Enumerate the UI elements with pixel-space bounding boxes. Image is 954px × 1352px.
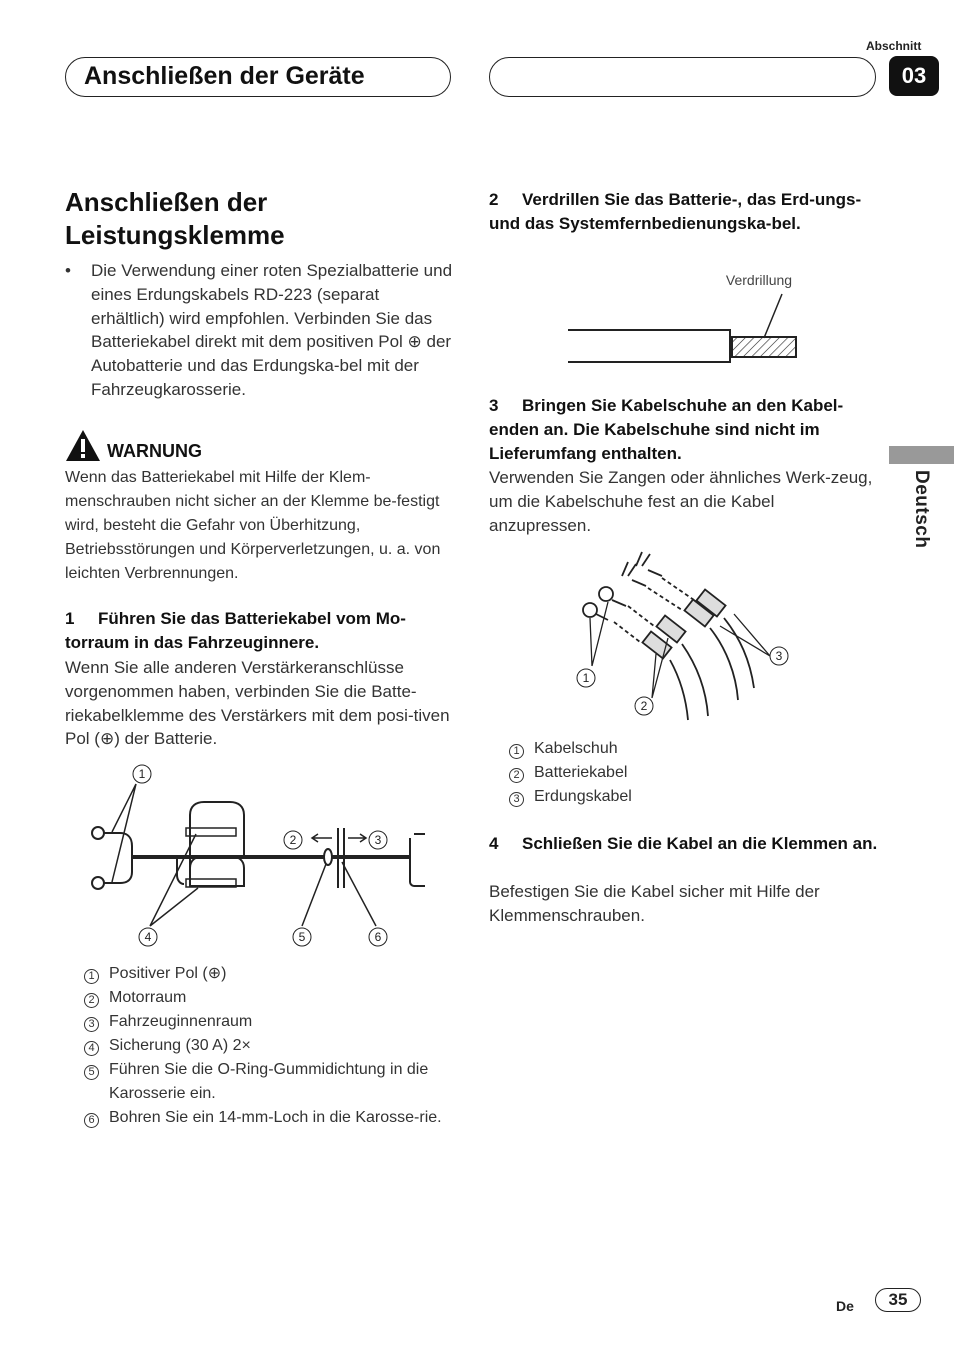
- step-1-title: Führen Sie das Batteriekabel vom Mo-torraum in das Fahrzeuginnere.: [65, 609, 406, 652]
- ring-lug-1: [583, 603, 597, 617]
- legend-number: 6: [84, 1113, 99, 1128]
- step-3-body: Verwenden Sie Zangen oder ähnliches Werk-zeug, um die Kabelschuhe fest an die Kabel anzupressen.: [489, 468, 873, 535]
- legend-number: 2: [509, 768, 524, 783]
- legend-text: Batteriekabel: [534, 764, 628, 781]
- legend-figure-3: [509, 737, 849, 809]
- battery-terminal-bottom: [92, 877, 104, 889]
- twisted-cable-diagram: [560, 268, 810, 368]
- legend-text: Sicherung (30 A) 2×: [109, 1037, 251, 1054]
- twisted-wire-end: [732, 337, 796, 357]
- step-3-heading: [489, 394, 874, 466]
- legend-item: [84, 1034, 454, 1058]
- legend-text: Bohren Sie ein 14-mm-Loch in die Karosse-rie.: [109, 1109, 442, 1126]
- section-number-badge: 03: [889, 56, 939, 96]
- legend-number: 1: [84, 969, 99, 984]
- legend-number: 5: [84, 1065, 99, 1080]
- cable-lug-diagram: [570, 548, 810, 728]
- legend-item: [509, 761, 849, 785]
- legend-text: Erdungskabel: [534, 788, 632, 805]
- cable-callout-1-label: 1: [582, 671, 590, 685]
- legend-item: [84, 1058, 454, 1106]
- legend-text: Fahrzeuginnenraum: [109, 1013, 253, 1030]
- warning-heading: [65, 428, 202, 462]
- intro-bullet: • Die Verwendung einer roten Spezialbatterie und eines Erdungskabels RD-223 (separat erhältlich) wird empfohlen. Verbinden Sie das Batteriekabel direkt mit dem positiven Pol ⊕ der Autobatterie und das Erdungska-bel mit der Fahrzeugkarosserie.: [65, 259, 453, 402]
- callout-1-label: 1: [138, 767, 146, 781]
- warning-triangle-icon: [65, 429, 101, 462]
- header-empty-frame: [489, 57, 876, 97]
- cable-callout-3-label: 3: [775, 649, 783, 663]
- legend-figure-1: [84, 962, 454, 1130]
- fork-lug-1: [622, 562, 636, 576]
- header-title: Anschließen der Geräte: [84, 62, 365, 90]
- step-4-body: Befestigen Sie die Kabel sicher mit Hilfe der Klemmenschrauben.: [489, 882, 820, 925]
- step-1-number: 1: [65, 609, 75, 628]
- step-4-heading: [489, 832, 884, 856]
- legend-item: [509, 785, 849, 809]
- legend-text: Positiver Pol (⊕): [109, 965, 227, 982]
- legend-number: 1: [509, 744, 524, 759]
- legend-number: 2: [84, 993, 99, 1008]
- step-4-number: 4: [489, 834, 499, 853]
- section-label: Abschnitt: [866, 39, 922, 53]
- legend-text: Führen Sie die O-Ring-Gummidichtung in die Karosserie ein.: [109, 1061, 429, 1102]
- step-2-heading: [489, 188, 864, 236]
- legend-item: [509, 737, 849, 761]
- step-1-body: Wenn Sie alle anderen Verstärkeranschlüsse vorgenommen haben, verbinden Sie die Batte-riekabelklemme des Verstärkers mit dem posi-tiven Pol (⊕) der Batterie.: [65, 658, 450, 749]
- language-tab-label: Deutsch: [911, 470, 932, 549]
- legend-number: 3: [509, 792, 524, 807]
- callout-2-label: 2: [289, 833, 297, 847]
- language-tab-marker: [889, 446, 954, 464]
- legend-text: Kabelschuh: [534, 740, 618, 757]
- battery-terminal-top: [92, 827, 104, 839]
- warning-label: WARNUNG: [107, 441, 202, 461]
- step-4-title: Schließen Sie die Kabel an die Klemmen an.: [522, 834, 878, 853]
- ring-lug-2: [599, 587, 613, 601]
- legend-text: Motorraum: [109, 989, 187, 1006]
- legend-number: 3: [84, 1017, 99, 1032]
- step-2-number: 2: [489, 190, 499, 209]
- callout-4-label: 4: [144, 930, 152, 944]
- battery-cable-routing-diagram: [80, 760, 440, 950]
- twist-label: Verdrillung: [725, 272, 793, 288]
- legend-number: 4: [84, 1041, 99, 1056]
- page-number: 35: [875, 1288, 921, 1312]
- callout-6-label: 6: [374, 930, 382, 944]
- fork-lug-2: [636, 552, 650, 566]
- step-3-number: 3: [489, 396, 499, 415]
- legend-item: [84, 986, 454, 1010]
- warning-text: Wenn das Batteriekabel mit Hilfe der Klem-menschrauben nicht sicher an der Klemme be-festigt wird, besteht die Gefahr von Überhitzung, Betriebsstörungen und Körperverletzungen, u. a. von leichten Verbrennungen.: [65, 469, 441, 582]
- step-1-heading: [65, 607, 455, 655]
- legend-item: [84, 962, 454, 986]
- legend-item: [84, 1106, 454, 1130]
- rubber-grommet: [324, 849, 332, 865]
- callout-5-label: 5: [298, 930, 306, 944]
- step-2-title: Verdrillen Sie das Batterie-, das Erd-ungs- und das Systemfernbedienungska-bel.: [489, 190, 862, 233]
- step-3-title: Bringen Sie Kabelschuhe an den Kabel-enden an. Die Kabelschuhe sind nicht im Lieferumfang enthalten.: [489, 396, 844, 463]
- cable-callout-2-label: 2: [640, 699, 648, 713]
- legend-item: [84, 1010, 454, 1034]
- callout-3-label: 3: [374, 833, 382, 847]
- page-title: Anschließen der Leistungsklemme: [65, 187, 285, 250]
- footer-language: De: [836, 1298, 854, 1314]
